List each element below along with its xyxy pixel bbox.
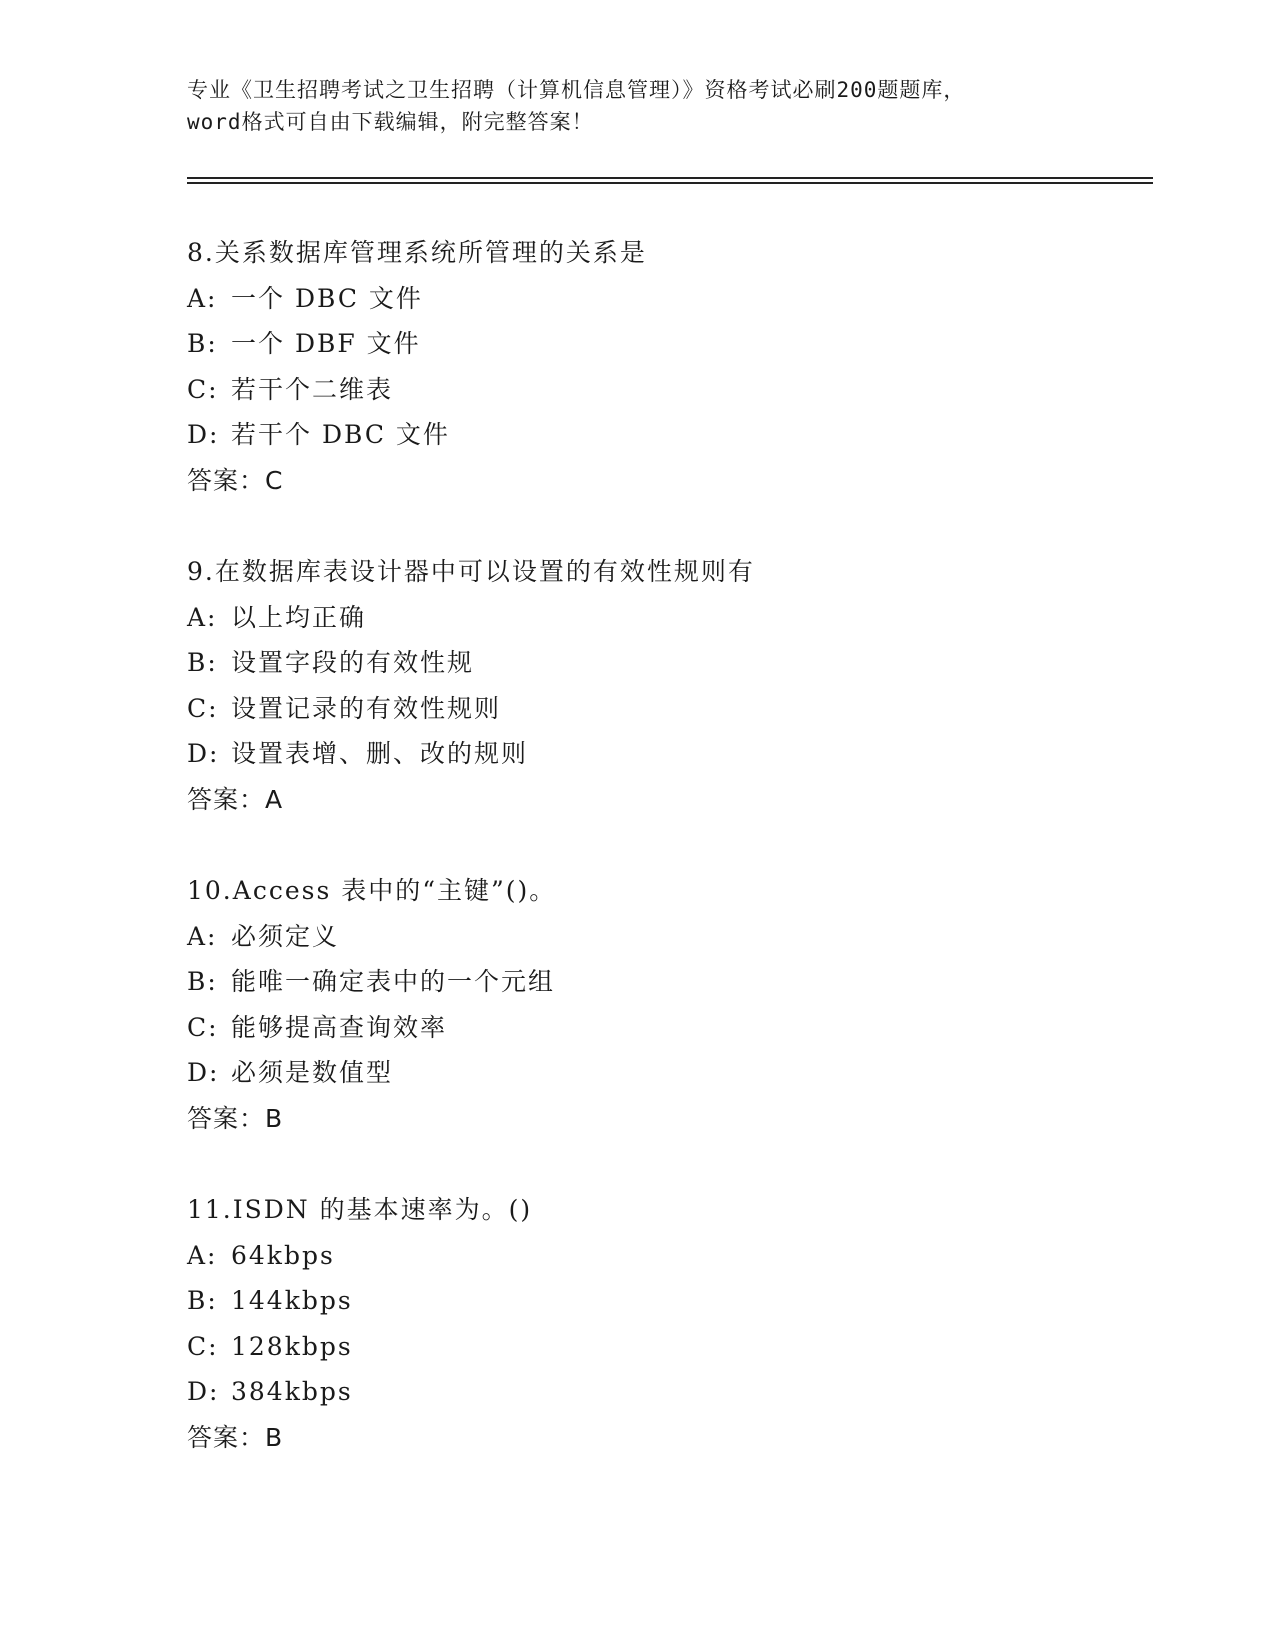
option-text: 若干个二维表	[231, 374, 394, 404]
option-text: 设置字段的有效性规	[231, 648, 475, 677]
option-b	[187, 640, 1153, 686]
option-d	[187, 412, 1153, 458]
option-label: A:	[187, 602, 218, 632]
question-title: 10.Access 表中的“主键”()。	[187, 876, 557, 905]
option-a	[187, 914, 1153, 960]
option-text: 若干个 DBC 文件	[231, 420, 450, 449]
option-a	[187, 276, 1153, 322]
option-text: 能够提高查询效率	[231, 1012, 448, 1042]
option-label: D:	[187, 1058, 220, 1087]
option-label: B:	[187, 967, 218, 996]
option-label: C:	[187, 374, 219, 404]
option-label: C:	[187, 1012, 219, 1042]
answer: 答案：A	[187, 784, 284, 814]
option-c	[187, 1324, 1153, 1370]
option-text: 一个 DBC 文件	[231, 283, 423, 313]
option-label: D:	[187, 1377, 220, 1406]
answer: 答案：B	[187, 1422, 284, 1452]
question-list	[187, 230, 1153, 1506]
option-d	[187, 1369, 1153, 1415]
option-label: B:	[187, 329, 218, 358]
option-text: 144kbps	[231, 1286, 353, 1315]
question-8	[187, 230, 1153, 549]
question-title: 8.关系数据库管理系统所管理的关系是	[187, 238, 647, 267]
option-label: C:	[187, 693, 219, 723]
header-divider-top	[187, 177, 1153, 179]
question-10	[187, 868, 1153, 1187]
option-d	[187, 731, 1153, 777]
question-title: 11.ISDN 的基本速率为。()	[187, 1195, 533, 1224]
answer: 答案：C	[187, 465, 284, 495]
option-b	[187, 321, 1153, 367]
option-text: 必须是数值型	[231, 1058, 394, 1087]
option-label: D:	[187, 739, 220, 768]
option-text: 能唯一确定表中的一个元组	[231, 967, 556, 996]
option-text: 设置表增、删、改的规则	[231, 739, 529, 768]
option-c	[187, 686, 1153, 732]
option-label: B:	[187, 1286, 218, 1315]
option-text: 必须定义	[231, 921, 340, 951]
option-label: A:	[187, 1240, 218, 1270]
question-11	[187, 1187, 1153, 1506]
header-divider-bottom	[187, 182, 1153, 184]
option-text: 一个 DBF 文件	[231, 329, 421, 358]
option-a	[187, 595, 1153, 641]
option-b	[187, 1278, 1153, 1324]
option-text: 64kbps	[231, 1240, 335, 1270]
header-line-2: word格式可自由下载编辑，附完整答案！	[187, 110, 594, 134]
option-text: 384kbps	[231, 1377, 353, 1406]
option-label: D:	[187, 420, 220, 449]
option-label: B:	[187, 648, 218, 677]
option-a	[187, 1233, 1153, 1279]
answer: 答案：B	[187, 1103, 284, 1133]
option-text: 以上均正确	[231, 602, 367, 632]
question-title: 9.在数据库表设计器中可以设置的有效性规则有	[187, 557, 755, 586]
option-text: 设置记录的有效性规则	[231, 693, 502, 723]
option-label: C:	[187, 1331, 219, 1361]
document-header	[187, 74, 1087, 138]
option-d	[187, 1050, 1153, 1096]
option-label: A:	[187, 921, 218, 951]
option-b	[187, 959, 1153, 1005]
option-c	[187, 1005, 1153, 1051]
option-label: A:	[187, 283, 218, 313]
option-text: 128kbps	[231, 1331, 353, 1361]
question-9	[187, 549, 1153, 868]
option-c	[187, 367, 1153, 413]
header-line-1: 专业《卫生招聘考试之卫生招聘（计算机信息管理）》资格考试必刷200题题库，	[187, 78, 966, 102]
